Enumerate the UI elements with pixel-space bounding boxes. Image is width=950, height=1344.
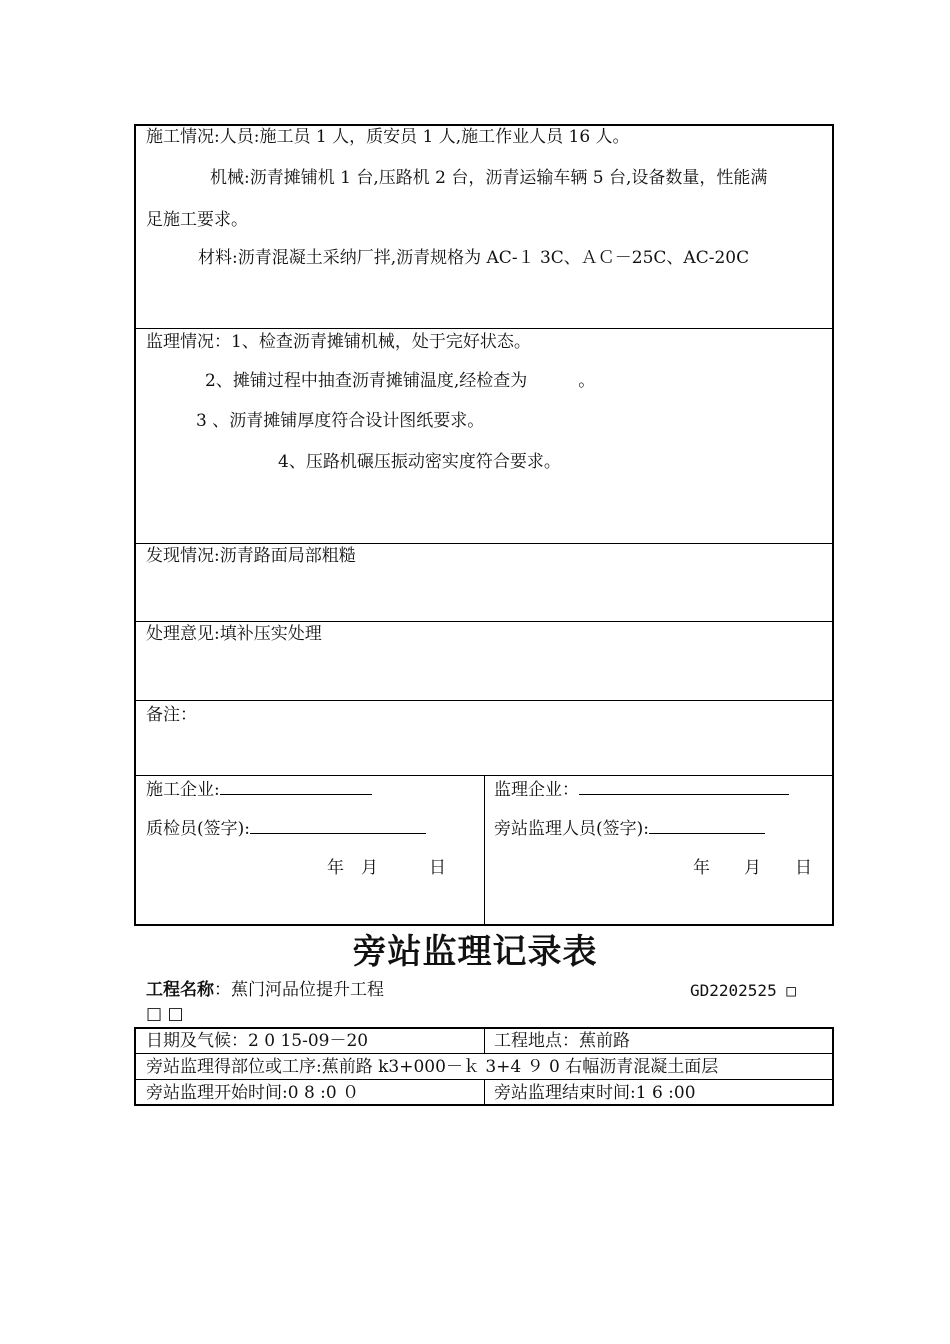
- column-divider: [484, 1080, 485, 1105]
- supervision-company-field: [494, 778, 789, 801]
- column-divider: [484, 1028, 485, 1053]
- supervisor-signature-field: [494, 817, 765, 840]
- supervisor-signature-blank[interactable]: [649, 817, 765, 834]
- row-divider: [135, 1053, 833, 1054]
- project-name-colon: ：: [214, 980, 231, 1000]
- supervision-item-1: 监理情况：1、检查沥青摊铺机械，处于完好状态。: [146, 332, 531, 352]
- supervisor-label: 旁站监理人员(签字):: [494, 819, 649, 839]
- construction-personnel: 施工情况:人员:施工员 1 人，质安员 1 人,施工作业人员 16 人。: [146, 127, 630, 147]
- project-name-label: 工程名称: [146, 980, 214, 1000]
- part-procedure-cell: 旁站监理得部位或工序:蕉前路 k3+000－ｋ 3+4 ９ 0 右幅沥青混凝土面层: [146, 1057, 719, 1077]
- construction-machinery: 机械:沥青摊铺机 1 台,压路机 2 台，沥青运输车辆 5 台,设备数量，性能满: [210, 168, 768, 188]
- row-divider: [135, 328, 833, 329]
- supervision-company-label: 监理企业：: [494, 780, 579, 800]
- checkbox-row: □ □: [146, 1004, 184, 1024]
- supervision-item-3: 3 、沥青摊铺厚度符合设计图纸要求。: [196, 411, 485, 431]
- project-name-value: 蕉门河品位提升工程: [231, 980, 384, 1000]
- supervision-item-4: 4、压路机碾压振动密实度符合要求。: [278, 452, 561, 472]
- date-weather-cell: 日期及气候：2 0 15-09－20: [146, 1031, 369, 1051]
- row-divider: [135, 543, 833, 544]
- row-divider: [135, 621, 833, 622]
- end-time-cell: 旁站监理结束时间:1 6 :00: [494, 1083, 696, 1103]
- supervision-company-blank[interactable]: [579, 778, 789, 795]
- inspector-label: 质检员(签字):: [146, 819, 250, 839]
- construction-machinery-cont: 足施工要求。: [146, 210, 248, 230]
- start-time-cell: 旁站监理开始时间:0 8 :0 ０: [146, 1083, 360, 1103]
- construction-company-blank[interactable]: [220, 778, 372, 795]
- row-divider: [135, 700, 833, 701]
- remarks-label: 备注：: [146, 705, 197, 725]
- inspector-signature-blank[interactable]: [250, 817, 426, 834]
- construction-company-field: [146, 778, 372, 801]
- column-divider: [484, 776, 485, 924]
- handling-text: 处理意见:填补压实处理: [146, 624, 322, 644]
- findings-text: 发现情况:沥青路面局部粗糙: [146, 546, 356, 566]
- construction-company-label: 施工企业:: [146, 780, 220, 800]
- form-title: 旁站监理记录表: [352, 932, 598, 972]
- form-code: GD2202525 □: [690, 981, 796, 1000]
- construction-materials: 材料:沥青混凝土采纳厂拌,沥青规格为 AC-１ 3C、ＡＣ－25C、AC-20C: [198, 248, 750, 268]
- location-cell: 工程地点：蕉前路: [494, 1031, 630, 1051]
- supervision-item-2: 2、摊铺过程中抽查沥青摊铺温度,经检查为 。: [205, 371, 596, 391]
- project-name: [146, 979, 384, 1001]
- left-date: 年 月 日: [327, 858, 446, 878]
- right-date: 年 月 日: [693, 858, 812, 878]
- inspector-signature-field: [146, 817, 426, 840]
